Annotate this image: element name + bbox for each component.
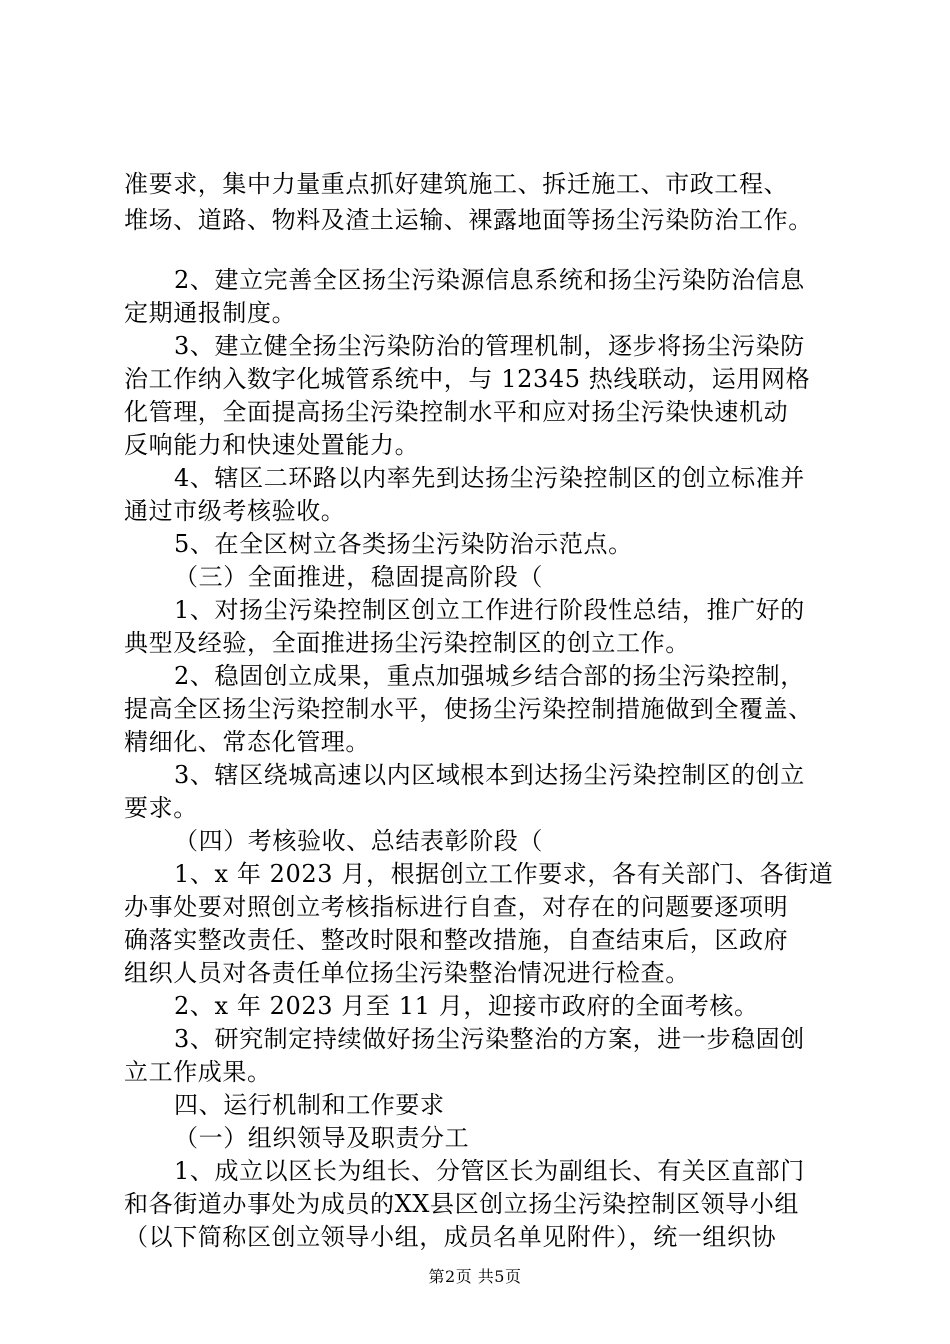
- text-line: 2、建立完善全区扬尘污染源信息系统和扬尘污染防治信息: [174, 266, 805, 294]
- text-line: 1、x 年 2023 月，根据创立工作要求，各有关部门、各街道: [174, 860, 834, 888]
- text-line: 组织人员对各责任单位扬尘污染整治情况进行检查。: [124, 959, 690, 987]
- section-heading: （三）全面推进，稳固提高阶段（: [174, 563, 543, 591]
- text-line: 办事处要对照创立考核指标进行自查，对存在的问题要逐项明: [124, 893, 789, 921]
- text-line: 准要求，集中力量重点抓好建筑施工、拆迁施工、市政工程、: [124, 170, 789, 198]
- text-line: 3、研究制定持续做好扬尘污染整治的方案，进一步稳固创: [174, 1025, 805, 1053]
- page-number-footer: 第2页 共5页: [428, 1267, 522, 1286]
- text-line: 典型及经验，全面推进扬尘污染控制区的创立工作。: [124, 629, 690, 657]
- text-line: 通过市级考核验收。: [124, 497, 346, 525]
- text-line: 和各街道办事处为成员的XX县区创立扬尘污染控制区领导小组: [124, 1190, 799, 1218]
- text-line: 4、辖区二环路以内率先到达扬尘污染控制区的创立标准并: [174, 464, 805, 492]
- text-line: 堆场、道路、物料及渣土运输、裸露地面等扬尘污染防治工作。: [124, 206, 813, 234]
- text-line: 定期通报制度。: [124, 299, 297, 327]
- text-line: 反响能力和快速处置能力。: [124, 431, 420, 459]
- text-line: 5、在全区树立各类扬尘污染防治示范点。: [174, 530, 633, 558]
- text-line: 2、稳固创立成果，重点加强城乡结合部的扬尘污染控制，: [174, 662, 805, 690]
- text-line: 1、对扬尘污染控制区创立工作进行阶段性总结，推广好的: [174, 596, 805, 624]
- text-line: 治工作纳入数字化城管系统中，与 12345 热线联动，运用网格: [124, 365, 811, 393]
- text-line: 2、x 年 2023 月至 11 月，迎接市政府的全面考核。: [174, 992, 759, 1020]
- text-line: （以下简称区创立领导小组，成员名单见附件），统一组织协: [124, 1223, 777, 1251]
- text-line: 1、成立以区长为组长、分管区长为副组长、有关区直部门: [174, 1157, 805, 1185]
- text-line: 化管理，全面提高扬尘污染控制水平和应对扬尘污染快速机动: [124, 398, 789, 426]
- text-line: 3、建立健全扬尘污染防治的管理机制，逐步将扬尘污染防: [174, 332, 805, 360]
- section-heading: （一）组织领导及职责分工: [174, 1124, 470, 1152]
- text-line: 立工作成果。: [124, 1058, 272, 1086]
- section-heading: （四）考核验收、总结表彰阶段（: [174, 827, 543, 855]
- text-line: 精细化、常态化管理。: [124, 728, 370, 756]
- text-line: 提高全区扬尘污染控制水平，使扬尘污染控制措施做到全覆盖、: [124, 695, 813, 723]
- text-line: 确落实整改责任、整改时限和整改措施，自查结束后，区政府: [124, 926, 789, 954]
- text-line: 3、辖区绕城高速以内区域根本到达扬尘污染控制区的创立: [174, 761, 805, 789]
- text-line: 要求。: [124, 794, 198, 822]
- section-heading: 四、运行机制和工作要求: [174, 1091, 445, 1119]
